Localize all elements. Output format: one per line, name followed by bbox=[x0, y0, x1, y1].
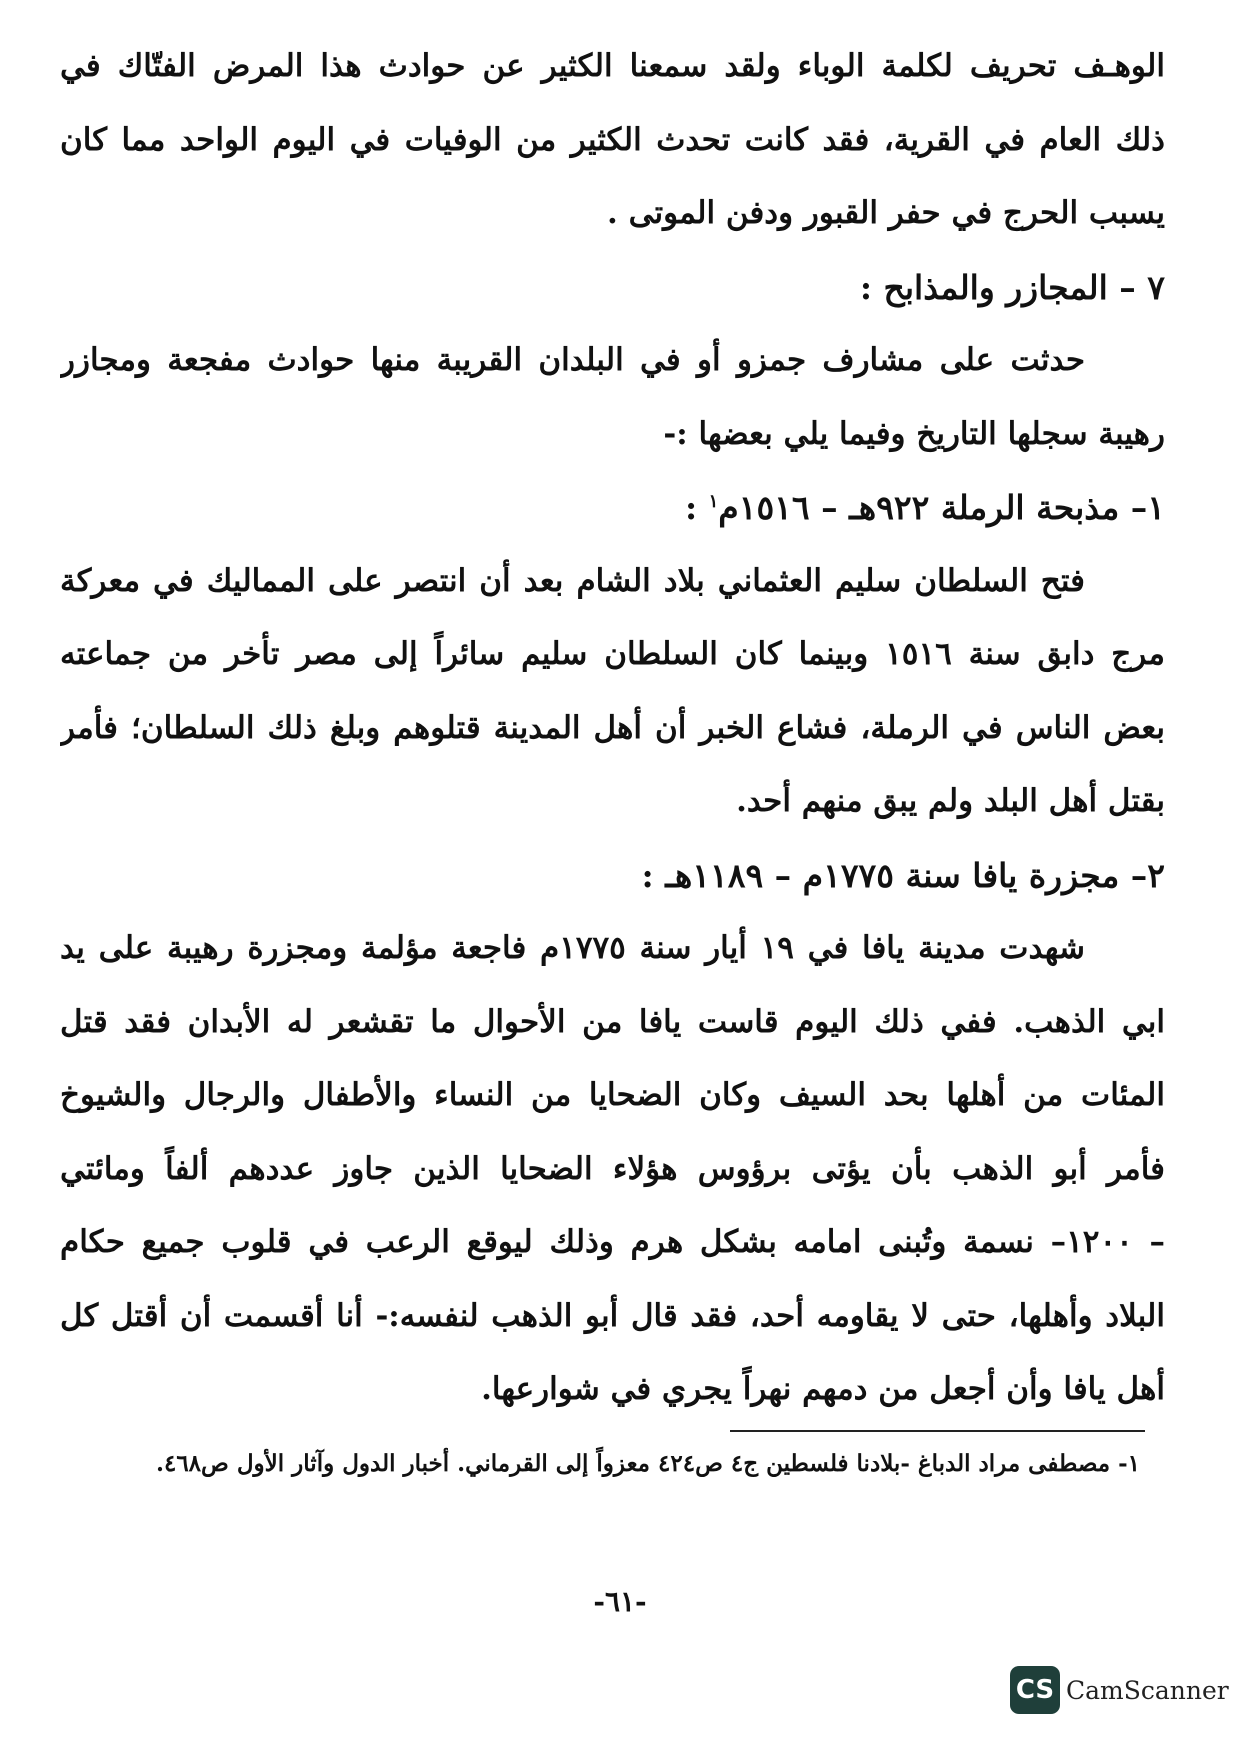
paragraph-line: فأمر أبو الذهب بأن يؤتى برؤوس هؤلاء الضحايا الذين جاوز عددهم ألفاً ومائتي bbox=[60, 1150, 1165, 1187]
paragraph-line: يسبب الحرج في حفر القبور ودفن الموتى . bbox=[607, 195, 1165, 231]
paragraph-line: المئات من أهلها بحد السيف وكان الضحايا من النساء والأطفال والرجال والشيوخ bbox=[60, 1077, 1165, 1113]
subsection-heading-tail: : bbox=[684, 488, 709, 527]
paragraph-line: بعض الناس في الرملة، فشاع الخبر أن أهل المدينة قتلوهم وبلغ ذلك السلطان؛ فأمر bbox=[60, 709, 1165, 746]
section-heading: ٧ – المجازر والمذابح : bbox=[859, 267, 1165, 307]
camscanner-watermark bbox=[1010, 1666, 1229, 1714]
paragraph-line: البلاد وأهلها، حتى لا يقاومه أحد، فقد قال أبو الذهب لنفسه:- أنا أقسمت أن أقتل كل bbox=[60, 1297, 1165, 1334]
subsection-heading bbox=[60, 471, 1165, 545]
paragraph-line: رهيبة سجلها التاريخ وفيما يلي بعضها :- bbox=[663, 415, 1165, 452]
paragraph-line: مرج دابق سنة ١٥١٦ وبينما كان السلطان سليم سائراً إلى مصر تأخر من جماعته bbox=[60, 636, 1165, 672]
paragraph-line: ابي الذهب. ففي ذلك اليوم قاست يافا من الأحوال ما تقشعر له الأبدان فقد قتل bbox=[60, 1003, 1165, 1040]
subsection-heading: ٢– مجزرة يافا سنة ١٧٧٥م – ١١٨٩هـ : bbox=[641, 855, 1165, 895]
paragraph-line: أهل يافا وأن أجعل من دمهم نهراً يجري في شوارعها. bbox=[481, 1371, 1165, 1407]
paragraph-line: حدثت على مشارف جمزو أو في البلدان القريبة منها حوادث مفجعة ومجازر bbox=[60, 342, 1085, 378]
paragraph-line: بقتل أهل البلد ولم يبق منهم أحد. bbox=[736, 783, 1165, 819]
footnote: ١- مصطفى مراد الدباغ -بلادنا فلسطين ج٤ ص٤٢٤ معزواً إلى القرماني. أخبار الدول وآثار الأول ص٤٦٨. bbox=[155, 1450, 1140, 1477]
subsection-heading-text: ١– مذبحة الرملة ٩٢٢هـ – ١٥١٦م bbox=[718, 488, 1165, 527]
body-text bbox=[60, 30, 1165, 1427]
paragraph-line: فتح السلطان سليم العثماني بلاد الشام بعد أن انتصر على المماليك في معركة bbox=[60, 562, 1085, 599]
page-number: -٦١- bbox=[593, 1585, 647, 1618]
camscanner-logo-icon: CS bbox=[1010, 1666, 1060, 1714]
paragraph-line: الوهـف تحريف لكلمة الوباء ولقد سمعنا الكثير عن حوادث هذا المرض الفتّاك في bbox=[60, 48, 1165, 84]
paragraph-line: ذلك العام في القرية، فقد كانت تحدث الكثير من الوفيات في اليوم الواحد مما كان bbox=[60, 121, 1165, 158]
paragraph-line: – ١٢٠٠– نسمة وتُبنى امامه بشكل هرم وذلك ليوقع الرعب في قلوب جميع حكام bbox=[60, 1224, 1165, 1260]
footnote-ref: ١ bbox=[708, 491, 719, 512]
footnote-divider bbox=[730, 1430, 1145, 1432]
paragraph-line: شهدت مدينة يافا في ١٩ أيار سنة ١٧٧٥م فاجعة مؤلمة ومجزرة رهيبة على يد bbox=[60, 930, 1085, 966]
camscanner-label: CamScanner bbox=[1066, 1675, 1229, 1705]
